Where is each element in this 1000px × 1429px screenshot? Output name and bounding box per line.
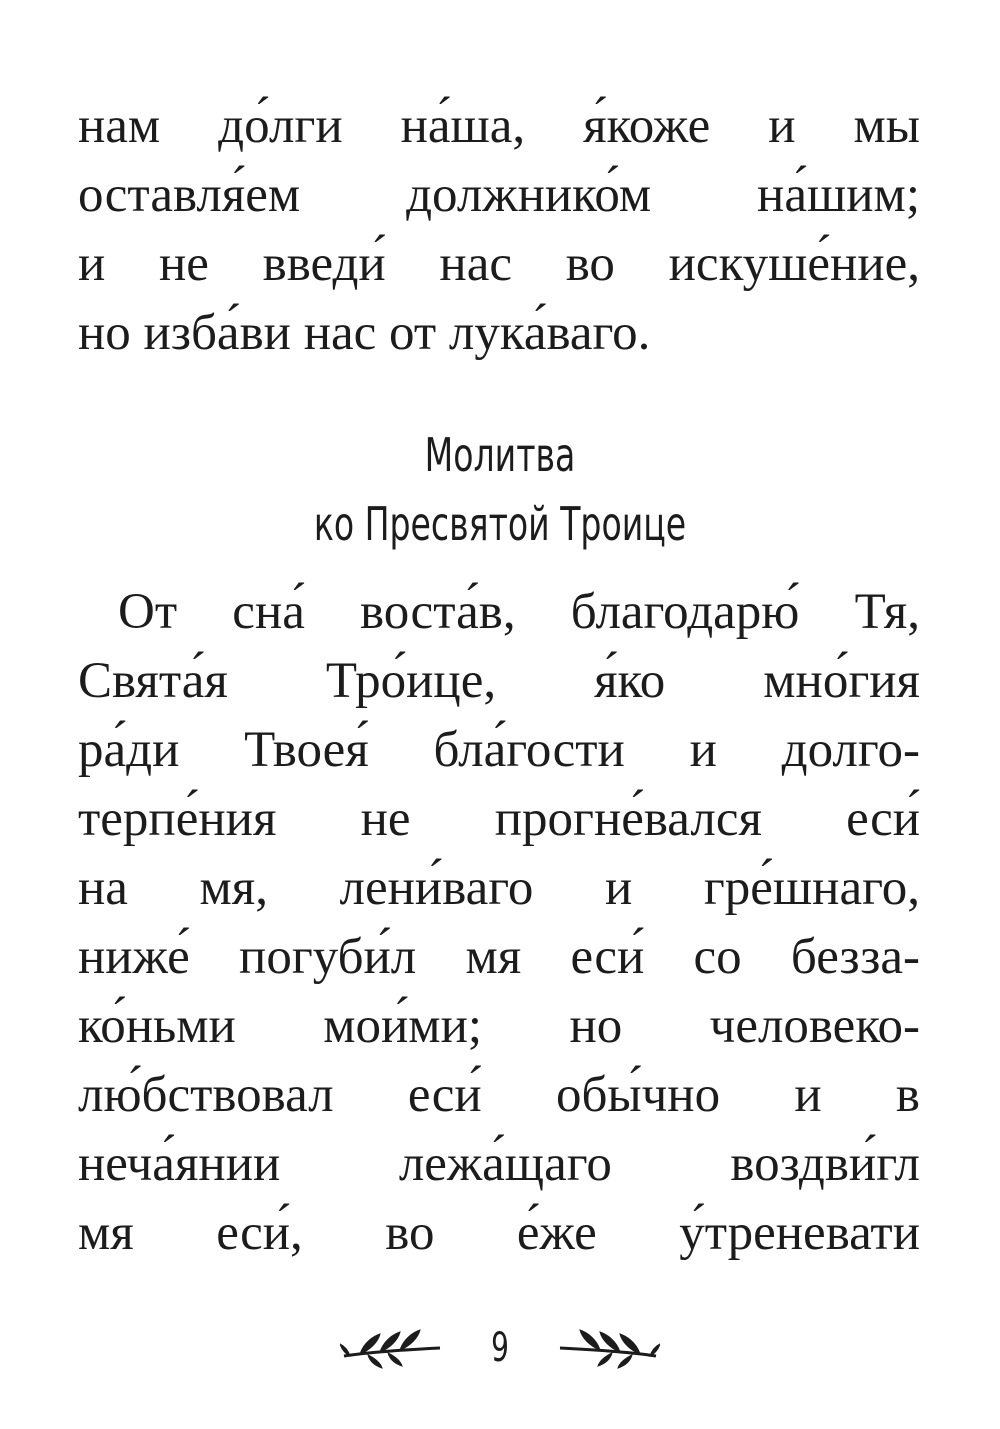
- text-line: ниже́ погуби́л мя еси́ со безза-: [78, 929, 920, 985]
- text-line: терпе́ния не прогне́вался еси́: [78, 791, 920, 847]
- text-line: Свята́я Тро́ице, я́ко мно́гия: [78, 653, 920, 709]
- text-line: мя еси́, во е́же у́треневати: [78, 1205, 920, 1261]
- page-footer: [0, 1318, 1000, 1378]
- page-number: 9: [491, 1325, 509, 1371]
- prayer-text: [78, 578, 920, 1268]
- section-heading-line-1: Молитва: [424, 428, 576, 482]
- laurel-branch-icon: [556, 1326, 660, 1375]
- text-line: неча́янии лежа́щаго воздви́гл: [78, 1136, 920, 1192]
- text-line: но изба́ви нас от лука́ваго.: [78, 305, 651, 361]
- text-line: ко́ньми мои́ми; но человеко-: [78, 998, 920, 1054]
- text-line: ра́ди Твоея́ бла́гости и долго-: [78, 722, 920, 778]
- text-line: От сна́ воста́в, благодарю́ Тя,: [118, 584, 920, 640]
- text-line: нам до́лги на́ша, я́коже и мы: [78, 98, 920, 154]
- laurel-branch-icon: [340, 1326, 444, 1375]
- text-line: оставля́ем должнико́м на́шим;: [78, 167, 920, 223]
- text-line: и не введи́ нас во искуше́ние,: [78, 236, 920, 292]
- text-line: лю́бствовал еси́ обы́чно и в: [78, 1067, 920, 1123]
- prayer-ending-text: [78, 92, 920, 368]
- text-line: на мя, лени́ваго и гре́шнаго,: [78, 860, 920, 916]
- section-heading-line-2: ко Пресвятой Троице: [313, 497, 687, 551]
